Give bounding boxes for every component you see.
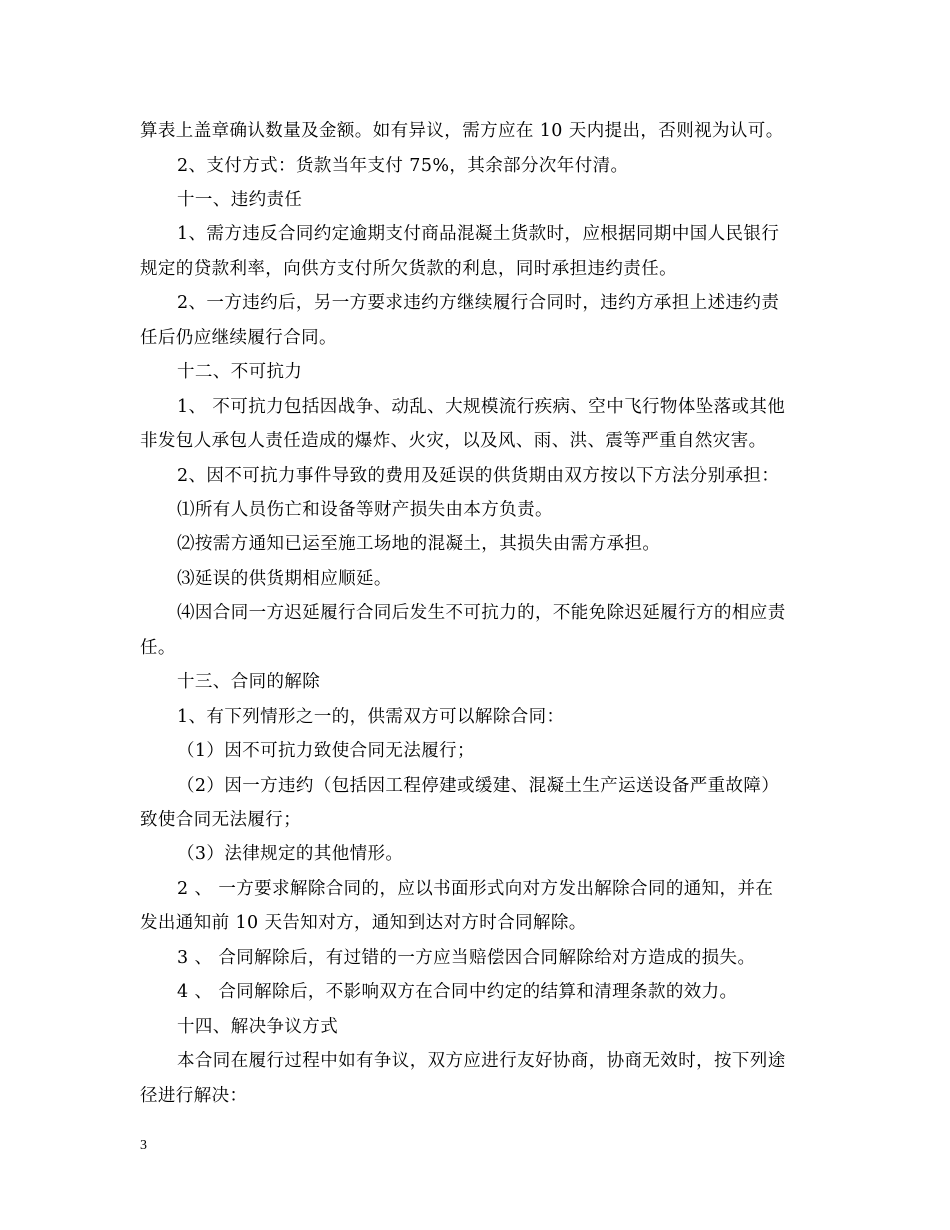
text-line: （2）因一方违约（包括因工程停建或缓建、混凝土生产运送设备严重故障） — [177, 776, 780, 796]
text-line: （1）因不可抗力致使合同无法履行； — [177, 741, 475, 761]
text-line: 1、需方违反合同约定逾期支付商品混凝土货款时，应根据同期中国人民银行 — [177, 224, 780, 244]
text-line: ⑶延误的供货期相应顺延。 — [177, 569, 392, 589]
text-line: 3 、 合同解除后，有过错的一方应当赔偿因合同解除给对方造成的损失。 — [177, 948, 756, 968]
text-line: （3）法律规定的其他情形。 — [177, 844, 404, 864]
text-line: 4 、 合同解除后，不影响双方在合同中约定的结算和清理条款的效力。 — [177, 982, 738, 1002]
section-heading: 十四、解决争议方式 — [177, 1017, 339, 1037]
text-line: 1、有下列情形之一的，供需双方可以解除合同： — [177, 707, 565, 727]
section-heading: 十二、不可抗力 — [177, 362, 303, 382]
text-line: 任。 — [140, 638, 176, 658]
text-line: 发出通知前 10 天告知对方，通知到达对方时合同解除。 — [140, 913, 587, 933]
text-line: 2、因不可抗力事件导致的费用及延误的供货期由双方按以下方法分别承担： — [177, 466, 780, 486]
text-line: 本合同在履行过程中如有争议，双方应进行友好协商，协商无效时，按下列途 — [177, 1051, 786, 1071]
text-line: ⑷因合同一方迟延履行合同后发生不可抗力的，不能免除迟延履行方的相应责 — [177, 603, 786, 623]
text-line: 非发包人承包人责任造成的爆炸、火灾，以及风、雨、洪、震等严重自然灾害。 — [140, 431, 767, 451]
section-heading: 十三、合同的解除 — [177, 672, 321, 692]
text-line: 任后仍应继续履行合同。 — [140, 328, 337, 348]
text-line: 致使合同无法履行； — [140, 810, 302, 830]
text-line: ⑵按需方通知已运至施工场地的混凝土，其损失由需方承担。 — [177, 534, 661, 554]
page-number: 3 — [140, 1138, 147, 1153]
section-heading: 十一、违约责任 — [177, 190, 303, 210]
text-line: 2、支付方式：货款当年支付 75%，其余部分次年付清。 — [177, 156, 629, 176]
text-line: 2、一方违约后，另一方要求违约方继续履行合同时，违约方承担上述违约责 — [177, 293, 780, 313]
text-line: 径进行解决： — [140, 1086, 248, 1106]
text-line: 算表上盖章确认数量及金额。如有异议，需方应在 10 天内提出，否则视为认可。 — [140, 121, 784, 141]
text-line: 规定的贷款利率，向供方支付所欠货款的利息，同时承担违约责任。 — [140, 259, 677, 279]
text-line: ⑴所有人员伤亡和设备等财产损失由本方负责。 — [177, 500, 553, 520]
text-line: 2 、 一方要求解除合同的，应以书面形式向对方发出解除合同的通知，并在 — [177, 879, 774, 899]
text-line: 1、 不可抗力包括因战争、动乱、大规模流行疾病、空中飞行物体坠落或其他 — [177, 397, 786, 417]
